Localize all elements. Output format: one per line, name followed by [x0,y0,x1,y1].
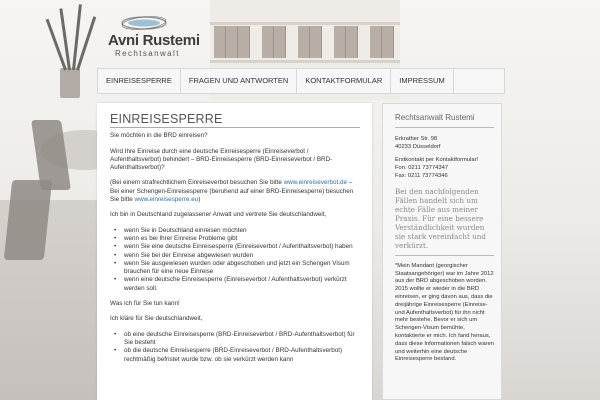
fax-number: Fax: 0211 73774346 [395,172,448,179]
shelf-board [210,60,400,63]
nav-item-fragen-und-antworten[interactable]: FRAGEN UND ANTWORTEN [181,69,297,93]
phone-number: Fon: 0211 73774347 [395,165,449,172]
binder [298,26,310,58]
list-item: • wenn Sie ausgewiesen wurden oder abgeschoben und jetzt ein Schengen Visum brauchen für eine neue Einreise [120,260,360,277]
list-item: • wenn Sie bei der Einreise abgewiesen wurden [120,252,360,260]
plant-pot [60,68,80,98]
case-text: *Mein Mandant (georgischer Staatsangehöriger) war im Jahre 2012 aus der BRD abgeschoben worden. 2015 wollte er wieder in die BRD einreisen, er ging davon aus, dass die dreijährige Einreisesperre (Einreise- und Aufenthaltsverbot) für ihn nicht mehr bestehe. Bevor er sich um Schengen-Visum bemühte, kontaktierte er mich. Ich fand heraus, dass diese Informationen falsch waren und weiterhin eine deutsche Einreisesperre bestand. [395,262,494,363]
paragraph-intro: Sie möchten in die BRD einreisen? [110,132,208,140]
nav-item-kontaktformular[interactable]: KONTAKTFORMULAR [297,69,391,93]
text-span: – Bei einer Schengen-Einreisesperre (beruhend auf einer BRD-Einreisesperre) besuchen Sie bitte [110,179,354,204]
sidebar [382,103,502,400]
contact-note: Erstkontakt per Kontaktformular! [395,157,479,164]
link-einreisesperre-eu[interactable]: www.einreisesperre.eu [134,196,199,204]
list-item: • ob die deutsche Einreisesperre (BRD-Einreiseverbot / BRD-Aufenthaltsverbot) rechtmäßig befristet wurde bzw. ob sie verkürzt werden kann [120,347,360,364]
nav-item-einreisesperre[interactable]: EINREISESPERRE [98,69,181,93]
paragraph-what-i-do: Was ich für Sie tun kann! [110,300,180,308]
logo-subtitle: Rechtsanwalt [115,49,180,58]
list-situations [110,227,360,293]
paragraph-representation: Ich bin in Deutschland zugelassener Anwalt und vertrete Sie deutschlandweit, [110,211,327,219]
text-span: ) [198,196,201,204]
link-einreiseverbot[interactable]: www.einreiseverbot.de [283,179,347,187]
list-item: • wenn es bei Ihrer Einreise Probleme gibt [120,235,360,243]
binder [334,26,346,58]
address-city: 40233 Düsseldorf [395,143,441,150]
main-navigation [97,68,505,94]
binder [262,26,274,58]
binder [226,26,238,58]
list-item: • wenn eine deutsche Einreisesperre (Einreiseverbot / Aufenthaltsverbot) verkürzt werden soll. [120,276,360,293]
binder [310,26,322,58]
sidebar-slogan: Bei den nachfolgenden Fällen handelt sich um echte Fälle aus meiner Praxis. Für eine bessere Verständlichkeit wurden sie stark vereinfacht und verkürzt. [395,187,494,256]
main-content [97,103,372,400]
site-logo[interactable] [108,14,208,59]
nav-item-impressum[interactable]: IMPRESSUM [391,69,453,93]
list-item: • ob eine deutsche Einreisesperre (BRD-Einreiseverbot / BRD-Aufenthaltsverbot) für Sie besteht [120,331,360,348]
paragraph-clarify: Ich kläre für Sie deutschlandweit, [110,315,203,323]
paragraph-links [110,179,360,204]
list-item: • wenn Sie eine deutsche Einreisesperre (Einreiseverbot / Aufenthaltsverbot) haben [120,243,360,251]
logo-name: Avni Rustemi [108,32,200,49]
address-street: Erkrather Str. 98 [395,135,438,142]
sidebar-title: Rechtsanwalt Rustemi [395,114,494,128]
text-span: (Bei einem strafrechtlichem Einreiseverbot besuchen Sie bitte [110,179,284,187]
binder [346,26,358,58]
binder [238,26,250,58]
binder [274,26,286,58]
list-clarifications [110,331,360,364]
shelf-board [210,22,400,25]
contact-info [395,157,494,180]
binder [370,26,382,58]
paragraph-question: Wird Ihre Einreise durch eine deutsche Einreisesperre (Einreiseverbot / Aufenthaltsverbot) behindert – BRD-Einreisesperre (BRD-Einreiseverbot / BRD-Aufenthaltsverbot)? [110,147,333,172]
office-chair [4,180,52,260]
binder [382,26,394,58]
address [395,136,494,152]
logo-mark-icon [120,14,168,32]
list-item: • wenn Sie in Deutschland einreisen möchten [120,227,360,235]
binder [214,26,226,58]
page-title: EINREISESPERRE [110,115,360,128]
